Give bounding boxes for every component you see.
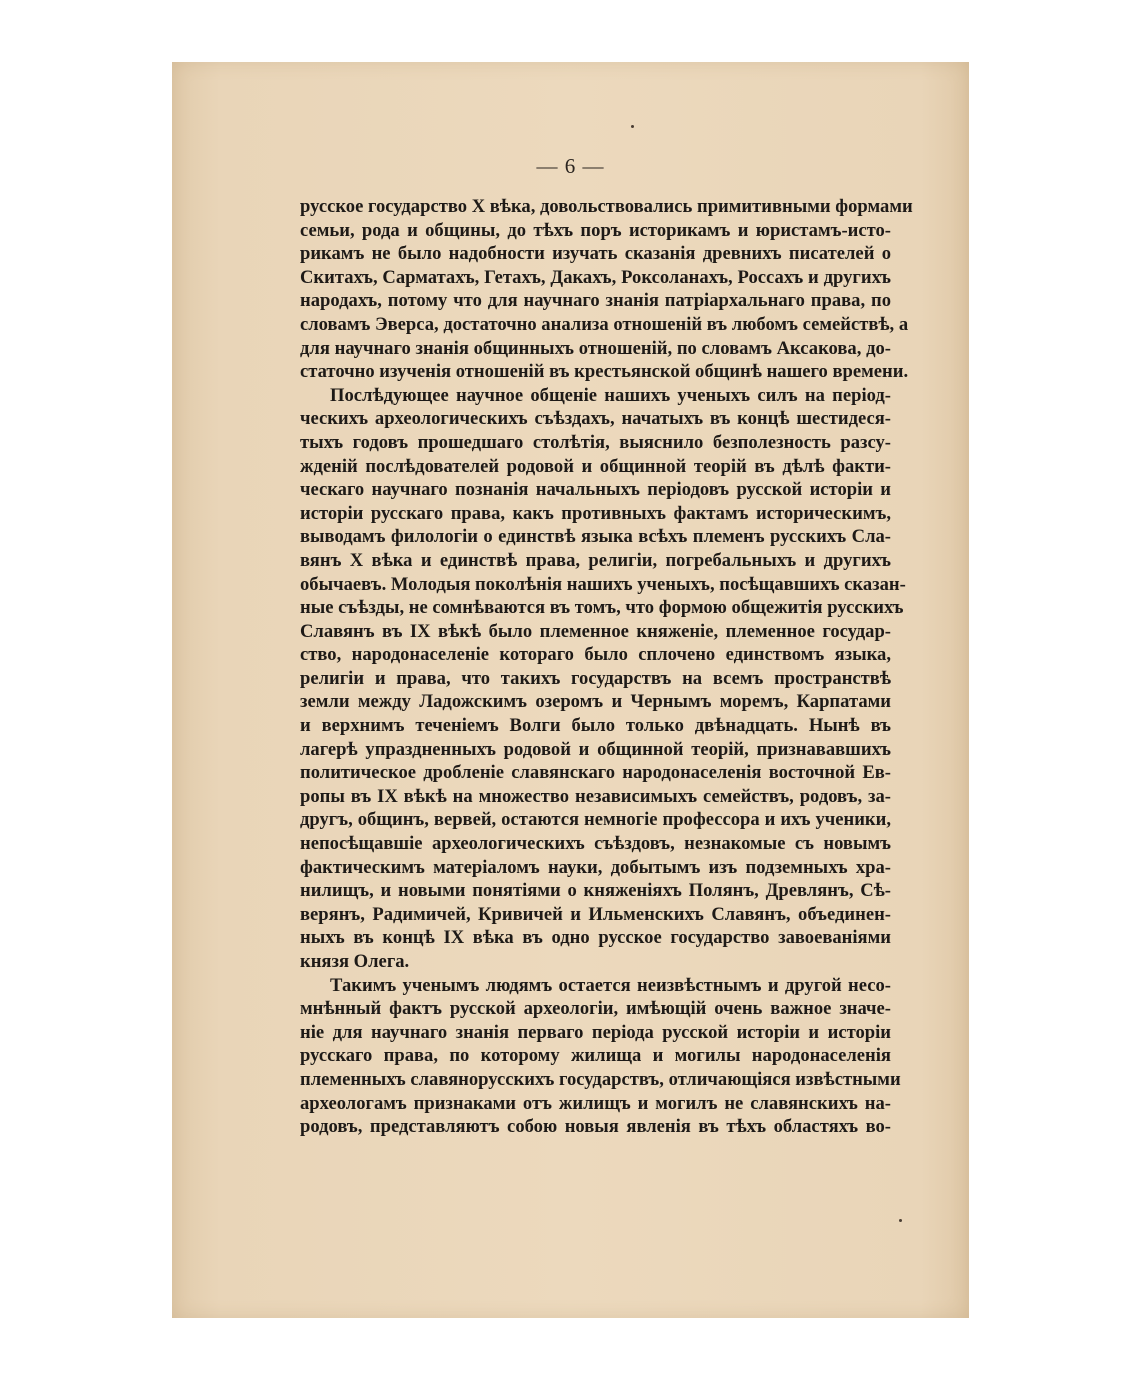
- text-line: племенныхъ славянорусскихъ государствъ, отличающіяся извѣстными: [300, 1068, 901, 1090]
- text-line: ропы въ IX вѣкѣ на множество независимыхъ семействъ, родовъ, за-: [300, 785, 891, 807]
- text-line: религіи и права, что такихъ государствъ на всемъ пространствѣ: [300, 667, 891, 689]
- page-number: — 6 —: [536, 154, 605, 178]
- body-text: [300, 195, 913, 1139]
- print-speck: [899, 1219, 902, 1222]
- text-line: ческихъ археологическихъ съѣздахъ, начатыхъ въ концѣ шестидеся-: [300, 408, 891, 430]
- text-line: выводамъ филологіи о единствѣ языка всѣхъ племенъ русскихъ Сла-: [300, 526, 891, 548]
- text-line: другъ, общинъ, вервей, остаются немногіе профессора и ихъ ученики,: [300, 809, 891, 831]
- text-line: исторіи русскаго права, какъ противныхъ фактамъ историческимъ,: [300, 502, 891, 524]
- text-line: земли между Ладожскимъ озеромъ и Чернымъ моремъ, Карпатами: [300, 691, 891, 713]
- text-line: обычаевъ. Молодыя поколѣнія нашихъ ученыхъ, посѣщавшихъ сказан-: [300, 573, 906, 595]
- text-line: статочно изученія отношеній въ крестьянской общинѣ нашего времени.: [300, 361, 909, 383]
- print-speck: [631, 125, 634, 128]
- text-line: рикамъ не было надобности изучать сказанія древнихъ писателей о: [300, 243, 891, 265]
- text-line: ные съѣзды, не сомнѣваются въ томъ, что формою общежитія русскихъ: [300, 597, 904, 619]
- text-line: словамъ Эверса, достаточно анализа отношеній въ любомъ семействѣ, а: [300, 313, 909, 335]
- paragraph-3: [300, 974, 901, 1139]
- text-line: и верхнимъ теченіемъ Волги было только двѣнадцать. Нынѣ въ: [300, 715, 891, 737]
- text-line: верянъ, Радимичей, Кривичей и Ильменскихъ Славянъ, объединен-: [300, 903, 891, 925]
- text-line: мнѣнный фактъ русской археологіи, имѣющій очень важное значе-: [300, 998, 891, 1020]
- text-line: народахъ, потому что для научнаго знанія патріархальнаго права, по: [300, 290, 891, 312]
- text-line: ніе для научнаго знанія перваго періода русской исторіи и исторіи: [300, 1021, 891, 1043]
- book-page: [172, 62, 969, 1318]
- text-line: археологамъ признаками отъ жилищъ и могилъ не славянскихъ на-: [300, 1092, 891, 1114]
- text-line: русское государство X вѣка, довольствовались примитивными формами: [300, 196, 913, 217]
- text-line: вянъ X вѣка и единствѣ права, религіи, погребальныхъ и другихъ: [300, 549, 891, 571]
- text-line: Послѣдующее научное общеніе нашихъ ученыхъ силъ на період-: [330, 384, 891, 406]
- paragraph-2: [300, 384, 906, 974]
- text-line: для научнаго знанія общинныхъ отношеній, по словамъ Аксакова, до-: [300, 337, 891, 359]
- text-line: Скитахъ, Сарматахъ, Гетахъ, Дакахъ, Роксоланахъ, Россахъ и другихъ: [300, 266, 891, 288]
- text-line: нилищъ, и новыми понятіями о княженіяхъ Полянъ, Древлянъ, Сѣ-: [300, 880, 891, 902]
- text-line: Такимъ ученымъ людямъ остается неизвѣстнымъ и другой несо-: [330, 974, 891, 996]
- text-line: непосѣщавшіе археологическихъ съѣздовъ, незнакомые съ новымъ: [300, 833, 891, 855]
- text-line: фактическимъ матеріаломъ науки, добытымъ изъ подземныхъ хра-: [300, 856, 891, 878]
- text-line: политическое дробленіе славянскаго народонаселенія восточной Ев-: [300, 762, 891, 784]
- paragraph-1: [300, 195, 913, 384]
- text-line: Славянъ въ IX вѣкѣ было племенное княженіе, племенное государ-: [300, 620, 891, 642]
- text-line: князя Олега.: [300, 951, 410, 972]
- text-line: ныхъ въ концѣ IX вѣка въ одно русское государство завоеваніями: [300, 927, 891, 949]
- text-line: родовъ, представляютъ собою новыя явленія въ тѣхъ областяхъ во-: [300, 1116, 891, 1138]
- text-line: семьи, рода и общины, до тѣхъ поръ историкамъ и юристамъ-исто-: [300, 219, 891, 241]
- text-line: ческаго научнаго познанія начальныхъ періодовъ русской исторіи и: [300, 479, 891, 501]
- text-line: жденій послѣдователей родовой и общинной теорій въ дѣлѣ факти-: [300, 455, 891, 477]
- text-line: ство, народонаселеніе котораго было сплочено единствомъ языка,: [300, 644, 891, 666]
- text-line: русскаго права, по которому жилища и могилы народонаселенія: [300, 1045, 891, 1067]
- text-line: лагерѣ упраздненныхъ родовой и общинной теорій, признававшихъ: [300, 738, 891, 760]
- text-line: тыхъ годовъ прошедшаго столѣтія, выяснило безполезность разсу-: [300, 431, 891, 453]
